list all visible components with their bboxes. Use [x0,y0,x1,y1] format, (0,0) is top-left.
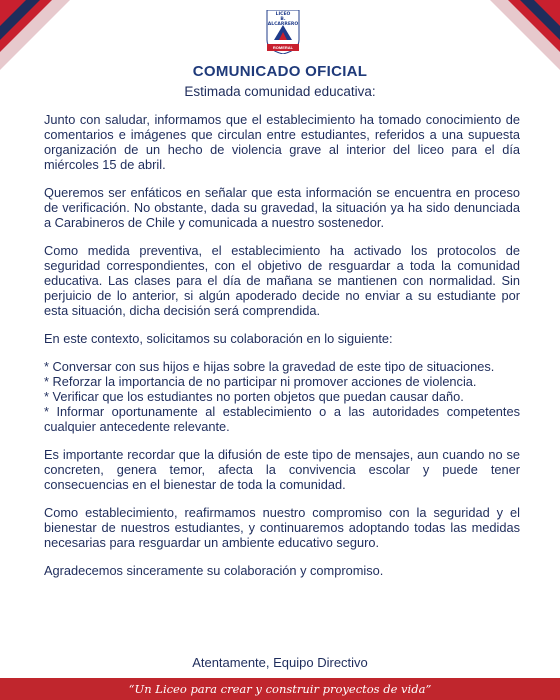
list-item: * Reforzar la importancia de no participar ni promover acciones de violencia. [44,374,477,389]
paragraph-4: En este contexto, solicitamos su colaboración en lo siguiente: [44,331,393,346]
paragraph-5: Es importante recordar que la difusión de este tipo de mensajes, aun cuando no se concreten, genera temor, afecta la convivencia escolar y puede tener consecuencias en el bienestar de toda la comunidad. [44,447,520,492]
paragraph-1: Junto con saludar, informamos que el establecimiento ha tomado conocimiento de comentarios e imágenes que circulan entre estudiantes, referidos a una supuesta organización de un hecho de violencia grave al interior del liceo para el día miércoles 15 de abril. [44,112,520,172]
signature: Atentamente, Equipo Directivo [192,655,368,670]
corner-decoration-left [0,0,70,70]
logo-school-name: LICEO [275,12,291,17]
corner-decoration-right [490,0,560,70]
logo-banner: ROMERAL [267,44,299,51]
greeting: Estimada comunidad educativa: [184,84,376,99]
list-item: * Verificar que los estudiantes no porten objetos que puedan causar daño. [44,389,464,404]
paragraph-2: Queremos ser enfáticos en señalar que esta información se encuentra en proceso de verificación. No obstante, dada su gravedad, la situación ya ha sido denunciada a Carabineros de Chile y comunicada a nuestro sostenedor. [44,185,520,230]
footer-motto: “Un Liceo para crear y construir proyectos de vida” [0,678,560,700]
paragraph-7: Agradecemos sinceramente su colaboración y compromiso. [44,563,384,578]
request-list [44,359,520,434]
logo-sub-name: B. ALCARRERO S [267,17,299,32]
paragraph-3: Como medida preventiva, el establecimiento ha activado los protocolos de seguridad correspondientes, con el objetivo de resguardar a toda la comunidad educativa. Las clases para el día de mañana se mantienen con normalidad. Sin perjuicio de lo anterior, si algún apoderado decide no enviar a su estudiante por esta situación, dicha decisión será comprendida. [44,243,520,318]
page-title: COMUNICADO OFICIAL [192,63,368,80]
communique-body [44,112,520,591]
list-item: * Informar oportunamente al establecimiento o a las autoridades competentes cualquier antecedente relevante. [44,404,520,434]
list-item: * Conversar con sus hijos e hijas sobre la gravedad de este tipo de situaciones. [44,359,495,374]
school-logo [266,10,300,54]
paragraph-6: Como establecimiento, reafirmamos nuestro compromiso con la seguridad y el bienestar de nuestros estudiantes, y continuaremos adoptando todas las medidas necesarias para resguardar un ambiente educativo seguro. [44,505,520,550]
